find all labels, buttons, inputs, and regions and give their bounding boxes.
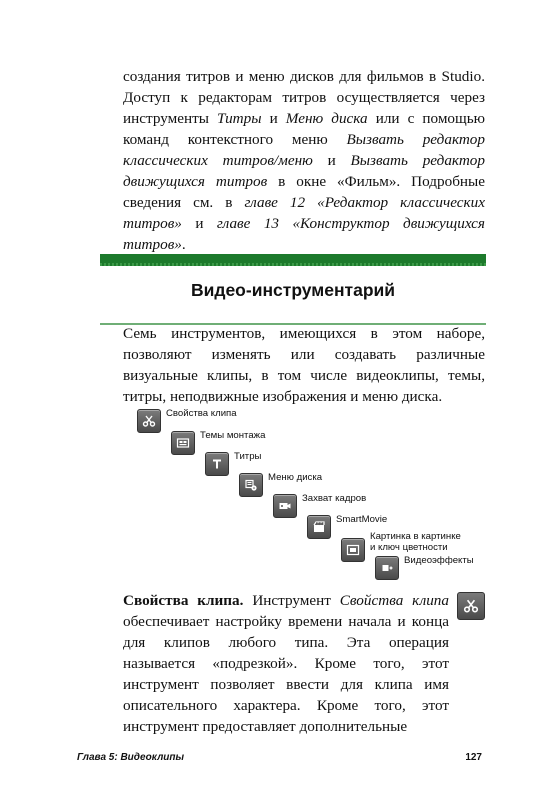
clip-properties-heading: Свойства клипа. [123, 592, 244, 609]
tool-label: Картинка в картинке и ключ цветности [370, 531, 461, 553]
intro-text: или с помощью команд контекстного меню [123, 110, 485, 148]
tool-label: Видеоэффекты [404, 555, 474, 566]
tool-video-effects [375, 556, 474, 580]
disc-menu-icon [239, 473, 263, 497]
seven-tools-paragraph: Семь инструментов, имеющихся в этом наборе, позволяют изменять или создавать различные визуальные клипы, в том числе видеоклипы, темы, титры, неподвижные изображения и меню диска. [123, 325, 485, 405]
scissors-icon [137, 409, 161, 433]
clip-properties-text: Инструмент [243, 592, 340, 609]
section-title: Видео-инструментарий [190, 280, 396, 300]
tool-label: Захват кадров [302, 493, 367, 504]
intro-text: создания титров и меню дисков для фильмов в Studio. Доступ к редакторам титров осуществляется через инструменты [123, 68, 485, 127]
intro-italic: главе 12 «Редактор классических титров» [123, 194, 485, 232]
intro-italic: Титры [217, 110, 262, 127]
chapter-title: Глава 5: Видеоклипы [77, 752, 185, 763]
intro-italic: Меню диска [285, 110, 368, 127]
intro-paragraph [123, 66, 485, 255]
theme-icon [171, 431, 195, 455]
intro-text: . [181, 236, 186, 253]
tool-label: Свойства клипа [166, 408, 237, 419]
page-footer [77, 752, 482, 763]
page-number: 127 [465, 752, 482, 763]
section-banner [100, 254, 486, 325]
frame-grab-icon [273, 494, 297, 518]
pip-icon [341, 538, 365, 562]
clip-properties-text: обеспечивает настройку времени начала и конца для клипов любого типа. Эта операция называется «подрезкой». Кроме того, этот инструмент позволяет ввести для клипа имя описательного характера. Кроме того, этот инструмент предоставляет дополнительные [123, 613, 449, 735]
tool-label: SmartMovie [336, 514, 388, 525]
clip-properties-paragraph [123, 590, 449, 737]
video-effects-icon [375, 556, 399, 580]
smartmovie-icon [307, 515, 331, 539]
scissors-icon [457, 592, 485, 620]
intro-text: и [312, 152, 351, 169]
intro-italic: Вызвать редактор классических титров/меню [123, 131, 485, 169]
clip-properties-italic: Свойства клипа [339, 592, 449, 609]
tool-label: Темы монтажа [200, 430, 266, 441]
intro-italic: Вызвать редактор движущихся титров [123, 152, 485, 190]
intro-text: и [181, 215, 217, 232]
tool-label: Титры [234, 451, 262, 462]
intro-italic: главе 13 «Конструктор движущихся титров» [123, 215, 485, 253]
title-icon [205, 452, 229, 476]
intro-text: в окне «Фильм». Подробные сведения см. в [123, 173, 485, 211]
tool-label: Меню диска [268, 472, 323, 483]
intro-text: и [261, 110, 286, 127]
